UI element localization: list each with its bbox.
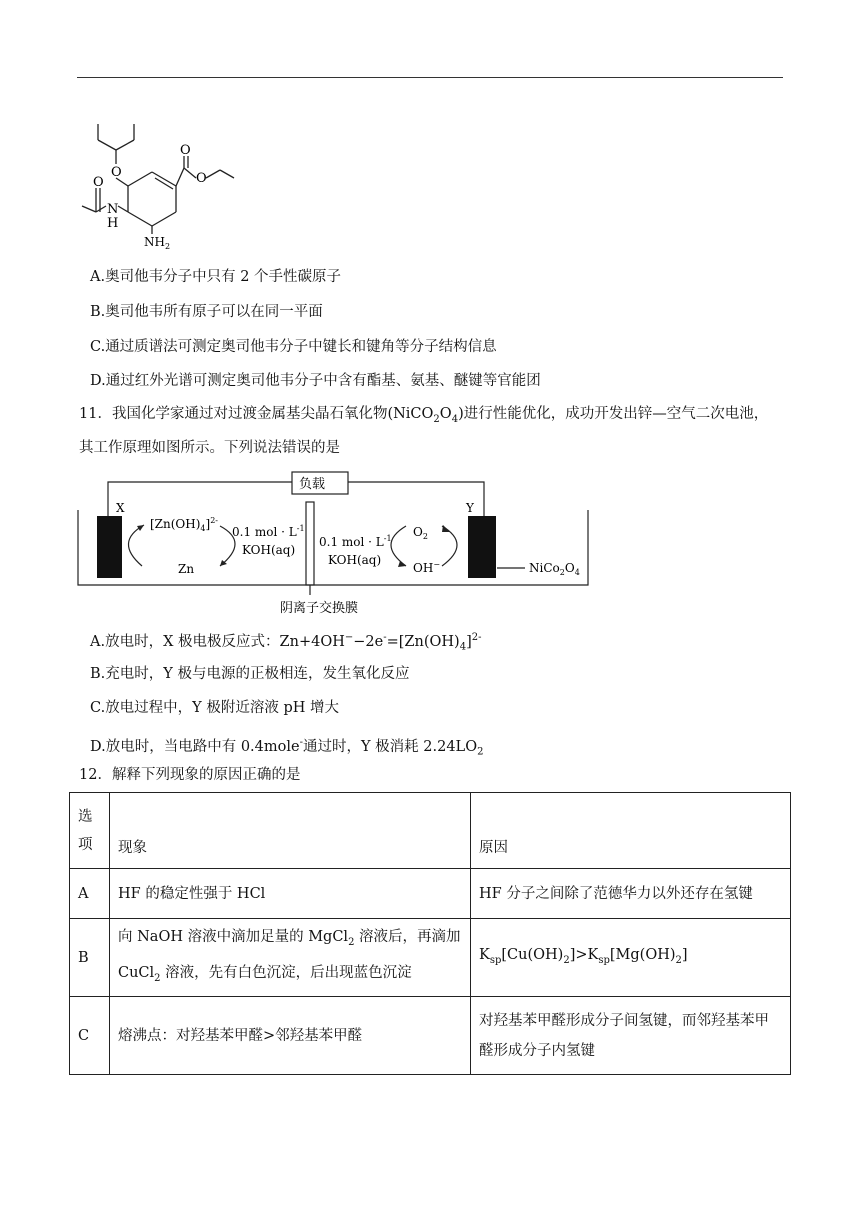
- x-electrode: [97, 516, 122, 578]
- table-header-row: [70, 793, 791, 869]
- table-row: [70, 919, 791, 997]
- header-reason: 原因: [471, 793, 791, 869]
- catalyst-label: $NiCo_2O_4$: [529, 561, 580, 577]
- q11-stem-line2: 其工作原理如图所示。下列说法错误的是: [79, 440, 340, 456]
- left-electrolyte-label: KOH(aq): [242, 543, 296, 557]
- membrane-label: 阴离子交换膜: [280, 601, 359, 616]
- q11-option-a: A.放电时，X 极电极反应式：$Zn+4OH^--2e^-=[Zn(OH)_4]^{2-}$: [90, 632, 482, 653]
- header-phenomenon: 现象: [110, 793, 471, 869]
- right-concentration-label: 0.1 mol · $L^{-1}$: [319, 534, 392, 549]
- row-phenomenon: 向 NaOH 溶液中滴加足量的 MgCl$_2$ 溶液后，再滴加 CuCl$_2$ 溶液，先有白色沉淀，后出现蓝色沉淀: [110, 919, 471, 997]
- row-reason: $K_{sp}[Cu(OH)_2]>K_{sp}[Mg(OH)_2]$: [471, 919, 791, 997]
- header-rule: [77, 77, 783, 78]
- row-reason: HF 分子之间除了范德华力以外还存在氢键: [471, 869, 791, 919]
- amide-hydrogen-label: H: [107, 216, 119, 231]
- amine-label: $NH_2$: [144, 235, 171, 251]
- header-option: 选 项: [70, 793, 110, 869]
- q10-option-b: B.奥司他韦所有原子可以在同一平面: [90, 304, 323, 320]
- q10-option-d: D.通过红外光谱可测定奥司他韦分子中含有酯基、氨基、醚键等官能团: [90, 373, 541, 389]
- right-electrolyte-label: KOH(aq): [328, 553, 382, 567]
- row-phenomenon: 熔沸点：对羟基苯甲醛>邻羟基苯甲醛: [110, 997, 471, 1075]
- q11-option-c: C.放电过程中，Y 极附近溶液 pH 增大: [90, 700, 340, 716]
- y-electrode: [468, 516, 496, 578]
- oseltamivir-structure: [78, 112, 238, 252]
- row-phenomenon: HF 的稳定性强于 HCl: [110, 869, 471, 919]
- left-concentration-label: 0.1 mol · $L^{-1}$: [232, 524, 305, 539]
- ester-oxygen-label: O: [196, 171, 207, 186]
- row-option: C: [70, 997, 110, 1075]
- q10-option-c: C.通过质谱法可测定奥司他韦分子中键长和键角等分子结构信息: [90, 339, 497, 355]
- table-row: [70, 997, 791, 1075]
- q12-table: [69, 792, 791, 1075]
- hydroxide-label: OH−: [413, 560, 441, 575]
- row-option: A: [70, 869, 110, 919]
- amide-nitrogen-label: N: [107, 202, 119, 217]
- q12-stem: 12．解释下列现象的原因正确的是: [79, 767, 301, 783]
- load-label: 负载: [299, 477, 326, 492]
- carbonyl-oxygen-label: O: [180, 143, 191, 158]
- ether-oxygen-label: O: [111, 165, 122, 180]
- oxygen-label: $O_2$: [413, 525, 428, 541]
- zincate-label: $[Zn(OH)_4]^{2-}$: [150, 516, 218, 533]
- x-electrode-label: X: [116, 501, 125, 515]
- amide-oxygen-label: O: [93, 175, 104, 190]
- table-row: [70, 869, 791, 919]
- row-reason: 对羟基苯甲醛形成分子间氢键，而邻羟基苯甲 醛形成分子内氢键: [471, 997, 791, 1075]
- zinc-air-battery-diagram: [70, 470, 600, 620]
- row-option: B: [70, 919, 110, 997]
- q11-option-d: D.放电时，当电路中有 0.4mole-通过时，Y 极消耗 $2.24LO_2$: [90, 737, 484, 758]
- q10-option-a: A.奥司他韦分子中只有 2 个手性碳原子: [90, 269, 342, 285]
- zinc-label: Zn: [178, 562, 195, 576]
- y-electrode-label: Y: [466, 501, 474, 515]
- q11-option-b: B.充电时，Y 极与电源的正极相连，发生氧化反应: [90, 666, 410, 682]
- q11-stem-line1: 11．我国化学家通过对过渡金属基尖晶石氧化物$(NiCO_2O_4)$进行性能优化，成功开发出锌—空气二次电池，: [79, 406, 769, 425]
